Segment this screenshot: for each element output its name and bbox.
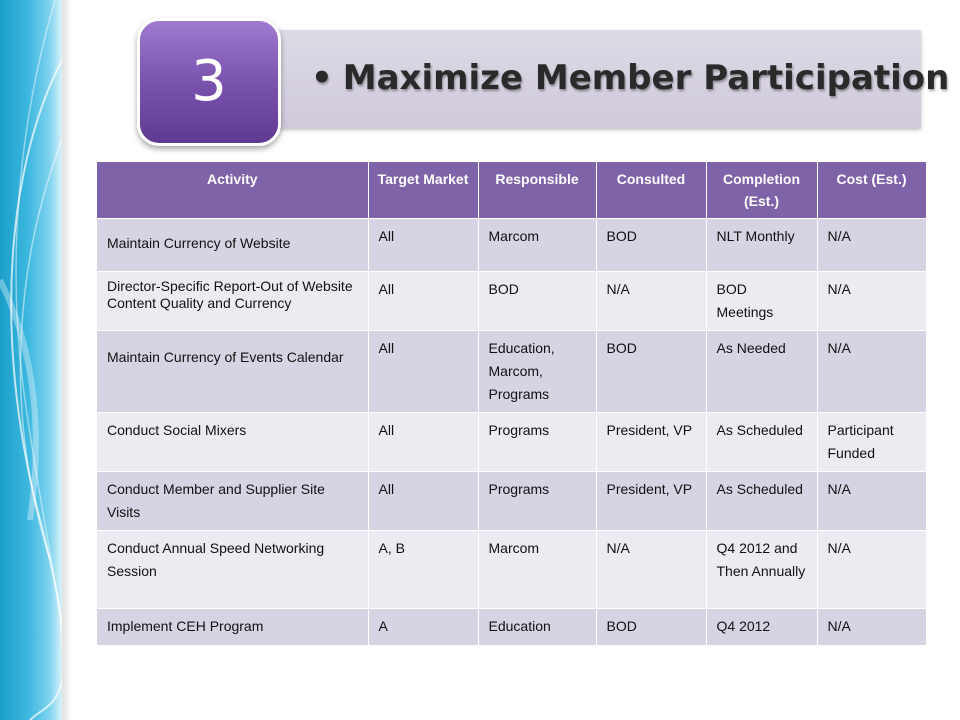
cell-responsible: Programs bbox=[478, 413, 596, 472]
cell-responsible: Programs bbox=[478, 472, 596, 531]
cell-target-market: All bbox=[368, 331, 478, 413]
cell-target-market: A bbox=[368, 609, 478, 645]
table-row bbox=[97, 272, 926, 331]
cell-completion: Q4 2012 and Then Annually bbox=[706, 531, 817, 609]
cell-activity: Conduct Member and Supplier Site Visits bbox=[97, 472, 368, 531]
cell-cost: N/A bbox=[817, 472, 926, 531]
cell-activity: Director-Specific Report-Out of Website Content Quality and Currency bbox=[97, 272, 368, 331]
slide-title-text: Maximize Member Participation bbox=[342, 58, 950, 98]
cell-completion: As Scheduled bbox=[706, 413, 817, 472]
cell-activity: Maintain Currency of Website bbox=[97, 219, 368, 272]
cell-consulted: N/A bbox=[596, 272, 706, 331]
activity-table bbox=[97, 162, 927, 645]
table-row bbox=[97, 413, 926, 472]
cell-target-market: All bbox=[368, 413, 478, 472]
cell-completion: BOD Meetings bbox=[706, 272, 817, 331]
title-bullet: • bbox=[311, 58, 333, 98]
cell-completion: NLT Monthly bbox=[706, 219, 817, 272]
cell-consulted: N/A bbox=[596, 531, 706, 609]
cell-cost: Participant Funded bbox=[817, 413, 926, 472]
cell-consulted: President, VP bbox=[596, 472, 706, 531]
cell-target-market: All bbox=[368, 272, 478, 331]
side-band-shadow bbox=[62, 0, 72, 720]
header-responsible: Responsible bbox=[478, 162, 596, 219]
cell-completion: As Scheduled bbox=[706, 472, 817, 531]
header-activity: Activity bbox=[97, 162, 368, 219]
header-completion: Completion (Est.) bbox=[706, 162, 817, 219]
title-banner bbox=[225, 30, 950, 128]
header-consulted: Consulted bbox=[596, 162, 706, 219]
cell-target-market: A, B bbox=[368, 531, 478, 609]
header-target-market: Target Market bbox=[368, 162, 478, 219]
cell-cost: N/A bbox=[817, 331, 926, 413]
cell-activity: Implement CEH Program bbox=[97, 609, 368, 645]
table-row bbox=[97, 531, 926, 609]
cell-activity: Conduct Social Mixers bbox=[97, 413, 368, 472]
slide-number-badge: 3 bbox=[137, 18, 281, 146]
cell-responsible: Education, Marcom, Programs bbox=[478, 331, 596, 413]
cell-cost: N/A bbox=[817, 609, 926, 645]
cell-consulted: President, VP bbox=[596, 413, 706, 472]
decorative-side-band bbox=[0, 0, 62, 720]
cell-responsible: Education bbox=[478, 609, 596, 645]
cell-consulted: BOD bbox=[596, 609, 706, 645]
table-row bbox=[97, 609, 926, 645]
cell-cost: N/A bbox=[817, 531, 926, 609]
cell-consulted: BOD bbox=[596, 331, 706, 413]
cell-cost: N/A bbox=[817, 219, 926, 272]
cell-activity: Maintain Currency of Events Calendar bbox=[97, 331, 368, 413]
cell-responsible: Marcom bbox=[478, 531, 596, 609]
header-cost: Cost (Est.) bbox=[817, 162, 926, 219]
table-row bbox=[97, 472, 926, 531]
slide-title bbox=[311, 52, 950, 104]
cell-target-market: All bbox=[368, 472, 478, 531]
table-header-row bbox=[97, 162, 926, 219]
cell-cost: N/A bbox=[817, 272, 926, 331]
cell-responsible: Marcom bbox=[478, 219, 596, 272]
table-row bbox=[97, 219, 926, 272]
cell-activity: Conduct Annual Speed Networking Session bbox=[97, 531, 368, 609]
cell-responsible: BOD bbox=[478, 272, 596, 331]
decorative-swirl-lines bbox=[0, 0, 62, 720]
cell-completion: As Needed bbox=[706, 331, 817, 413]
table-row bbox=[97, 331, 926, 413]
cell-completion: Q4 2012 bbox=[706, 609, 817, 645]
cell-consulted: BOD bbox=[596, 219, 706, 272]
cell-target-market: All bbox=[368, 219, 478, 272]
